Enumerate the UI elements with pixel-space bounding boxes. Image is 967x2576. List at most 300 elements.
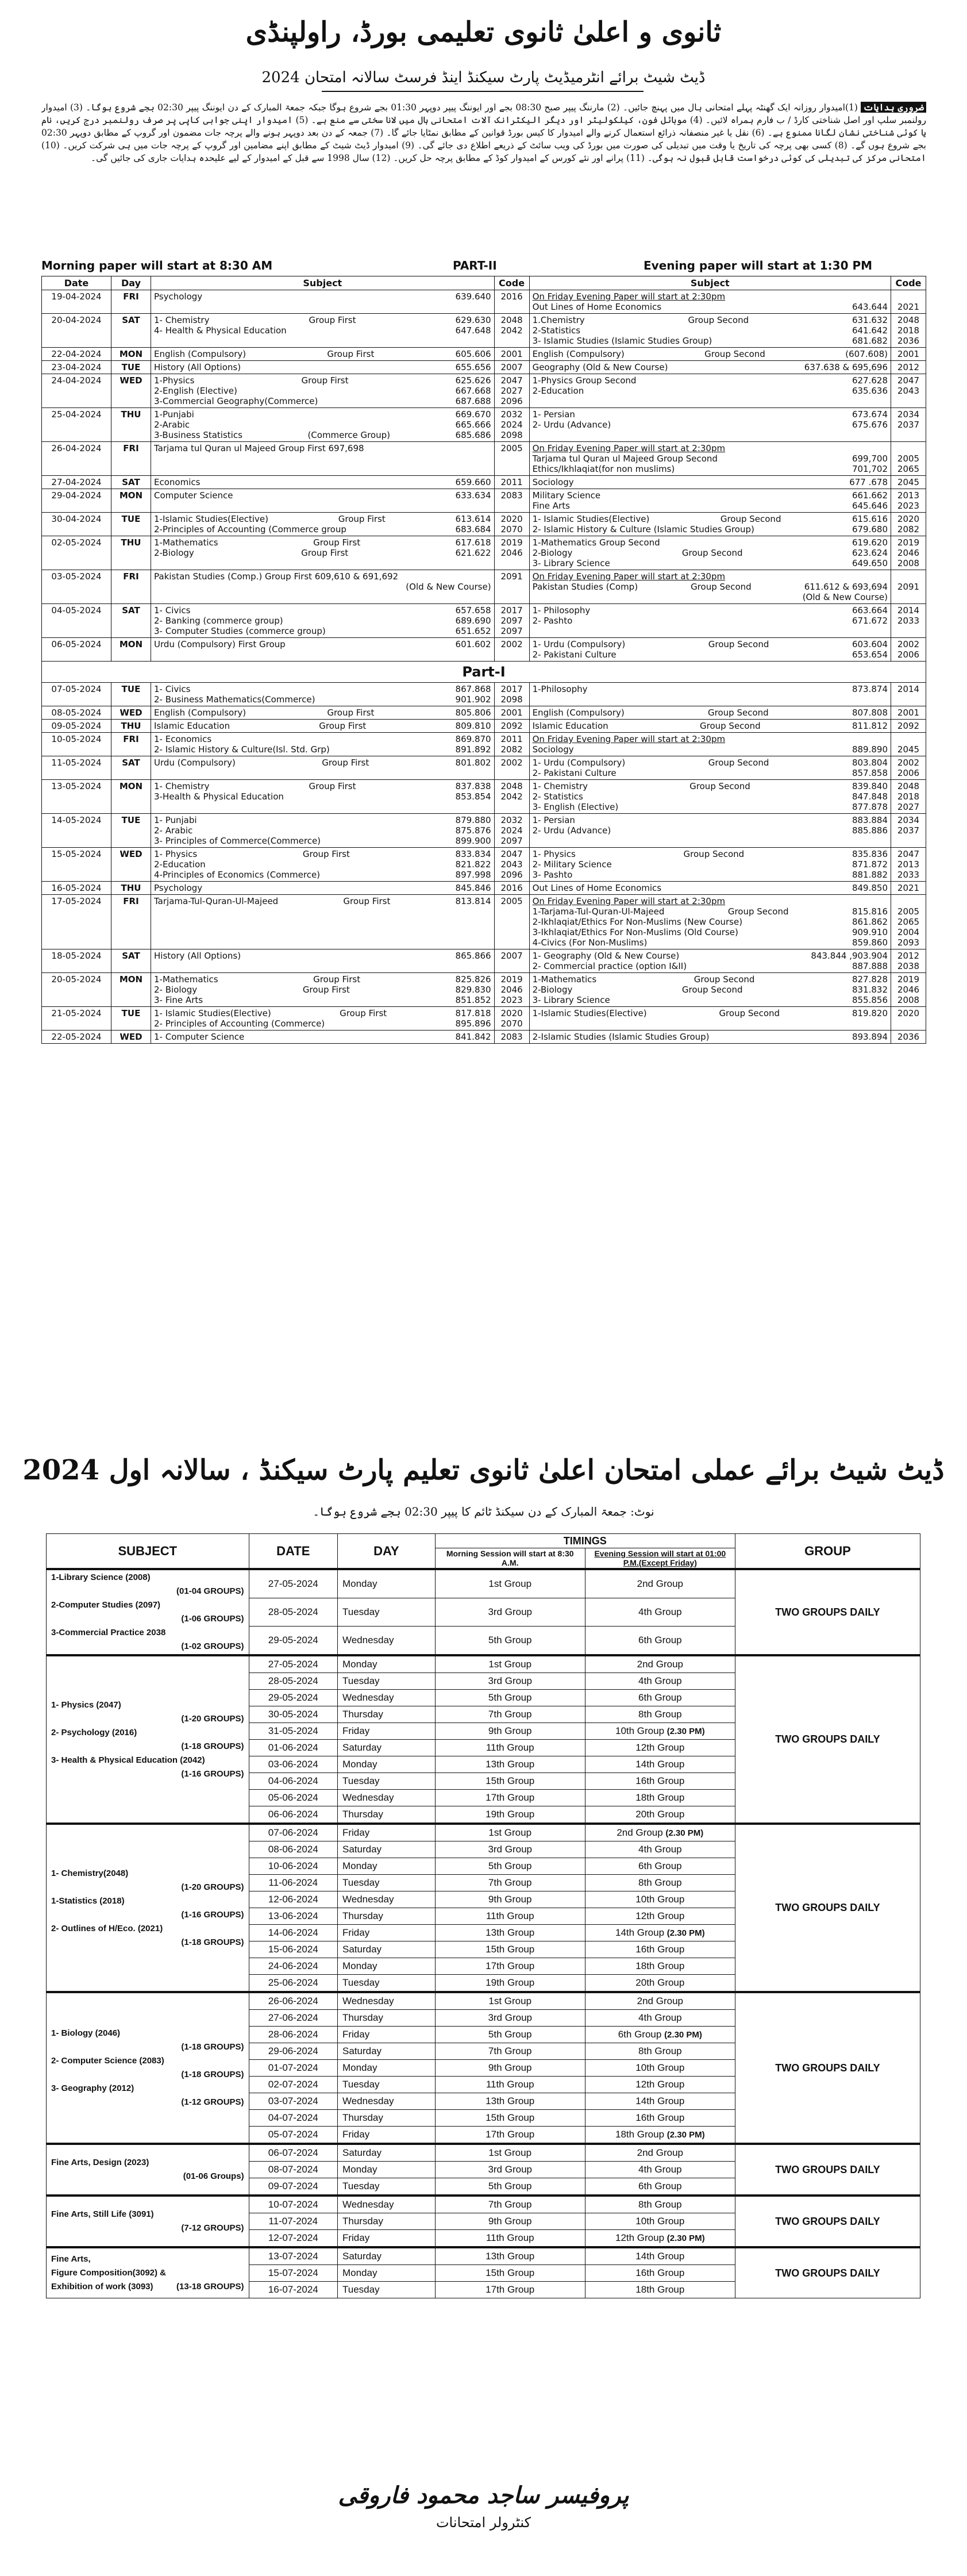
subject-name: 1- Economics (154, 734, 212, 744)
practical-group-range: (1-18 GROUPS) (181, 1741, 244, 1751)
subject-code: 2082 (500, 744, 523, 755)
subject-line (533, 548, 888, 558)
practical-date: 03-06-2024 (249, 1756, 337, 1773)
subject-line (154, 315, 491, 325)
instructions-text: (1)امیدوار روزانہ ایک گھنٹہ پہلے امتحانی ہال میں پہنچ جائیں۔ (2) مارننگ پیپر صبح 08:30 بجے اور ایوننگ پیپر دوپہر 01:30 بجے شروع ہوگا جبکہ جمعۃ المبارک کے دن ایوننگ پیپر 02:30 بجے شروع ہوگا۔ (3) امیدوار رولنمبر سلپ اور اصل شناختی کارڈ / ب فارم ہمراہ لائیں۔ (4) موبائل فون، کیلکولیٹر اور دیگر الیکٹرانک آلات امتحانی ہال میں لانا سختی سے منع ہے۔ (5) امیدوار اپنی جوابی کاپی پر صرف رولنمبر درج کریں، نام یا کوئی شناختی نشان لگانا ممنوع ہے۔ (6) نقل یا غیر منصفانہ ذرائع استعمال کرنے والے امیدوار کا کیس بورڈ قوانین کے مطابق نمٹایا جائے گا۔ (7) جمعہ کے دن بعد دوپہر ہونے والے پرچہ جات مضمون اور گروپ کے مطابق دوپہر 02:30 بجے شروع ہوں گے۔ (8) کسی بھی پرچہ کی تاریخ یا وقت میں تبدیلی کی صورت میں بورڈ کی ویب سائٹ کے ذریعے اطلاع دی جائے گی۔ (9) امیدوار ڈیٹ شیٹ کے مطابق اپنے مضامین اور گروپ کے پرچہ جات میں ہی شرکت کریں۔ (10) امتحانی مرکز کی تبدیلی کی کوئی درخواست قابل قبول نہ ہوگی۔ (11) پرانے اور نئے کورس کے امیدوار کوڈ کے مطابق پرچہ حل کریں۔ (12) سال 1998 سے قبل کے امیدوار کے لیے علیحدہ ہدایات جاری کی جائیں گی۔ (41, 102, 926, 163)
evening-group-label: 14th Group (635, 1759, 685, 1770)
subject-code: 2093 (897, 937, 920, 948)
paper-codes: 657.658 (455, 605, 491, 616)
subject-line (533, 815, 888, 825)
evening-group (585, 1569, 735, 1598)
subject-code: 2018 (897, 791, 920, 802)
practical-subject-line (51, 2068, 244, 2082)
exam-date: 30-04-2024 (42, 513, 111, 536)
practical-subject-line (51, 1881, 244, 1894)
subject-line (154, 859, 491, 870)
evening-group-label: 6th Group (638, 1692, 682, 1703)
subject-group (661, 302, 852, 312)
subject-line (154, 325, 491, 336)
practical-subject-name: 3- Geography (2012) (51, 2083, 134, 2093)
practical-subjects (47, 1655, 249, 1824)
subject-line (533, 375, 888, 386)
paper-codes: 881.882 (852, 870, 888, 880)
subject-line (533, 558, 888, 568)
evening-group (585, 2060, 735, 2077)
exam-day: MON (111, 348, 151, 361)
morning-group: 9th Group (435, 1723, 585, 1740)
subject-name: 2-Education (154, 859, 206, 870)
subject-code: 2092 (500, 721, 523, 731)
evening-codes (891, 882, 926, 895)
paper-codes: 611.612 & 693,694 (804, 582, 888, 592)
subject-group (754, 524, 852, 535)
subject-name: 1- Urdu (Compulsory) (532, 639, 626, 649)
paper-codes: 865.866 (455, 951, 491, 961)
subject-group (611, 825, 852, 836)
practical-subject-line (51, 2040, 244, 2054)
evening-group (585, 1908, 735, 1925)
subject-line (533, 490, 888, 501)
subject-group: Group Second (691, 582, 752, 592)
subject-line (533, 985, 888, 995)
practical-group-range: (1-20 GROUPS) (181, 1882, 244, 1892)
subject-code: 2018 (897, 325, 920, 336)
morning-subjects (151, 442, 495, 476)
subject-group (398, 571, 491, 582)
paper-codes: 621.622 (455, 548, 491, 558)
subject-code (894, 592, 923, 602)
subject-line (533, 639, 888, 649)
morning-codes (494, 720, 529, 733)
morning-group: 15th Group (435, 1773, 585, 1790)
subject-line (154, 708, 491, 718)
subject-group: Group Second (689, 781, 750, 791)
subject-name: 1-Mathematics Group Second (532, 537, 660, 548)
subject-line (154, 995, 491, 1005)
theory-row (42, 374, 926, 408)
exam-day: MON (111, 973, 151, 1007)
friday-time: (2.30 PM) (667, 1928, 705, 1938)
subject-code: 2002 (500, 758, 523, 768)
subject-group: Group Second (694, 974, 755, 985)
practical-date: 26-06-2024 (249, 1992, 337, 2010)
subject-group (580, 325, 852, 336)
exam-date: 18-05-2024 (42, 949, 111, 973)
morning-group: 1st Group (435, 1569, 585, 1598)
morning-codes (494, 973, 529, 1007)
morning-codes (494, 949, 529, 973)
subject-group: Group First (327, 708, 375, 718)
subject-line (154, 684, 491, 694)
practical-subject-line (51, 1908, 244, 1922)
morning-codes (494, 348, 529, 361)
subject-line (154, 616, 491, 626)
subject-name: English (Compulsory) (532, 708, 625, 718)
board-title: ثانوی و اعلیٰ ثانوی تعلیمی بورڈ، راولپنڈی (245, 16, 722, 48)
subject-code: 2004 (897, 927, 920, 937)
subject-code: 2042 (500, 325, 523, 336)
subject-group: Group Second (699, 721, 761, 731)
practical-day: Monday (337, 1569, 435, 1598)
subject-name: English (Compulsory) (154, 708, 246, 718)
practical-date: 06-06-2024 (249, 1806, 337, 1824)
subject-name: English (Compulsory) (154, 349, 246, 359)
subject-group (202, 291, 455, 302)
friday-time: (2.30 PM) (667, 2130, 705, 2140)
evening-codes (891, 290, 926, 314)
evening-codes (891, 408, 926, 442)
instructions-block (41, 101, 926, 245)
morning-codes (494, 442, 529, 476)
morning-group: 9th Group (435, 2060, 585, 2077)
practical-date: 08-07-2024 (249, 2162, 337, 2178)
subject-line (533, 961, 888, 971)
evening-group-label: 14th Group (635, 2096, 685, 2106)
subject-line (154, 825, 491, 836)
practical-subject-line (51, 1571, 244, 1585)
subject-name: 2- Urdu (Advance) (532, 825, 611, 836)
morning-subjects (151, 720, 495, 733)
practical-subject-line (51, 2221, 244, 2235)
subject-name: Sociology (532, 477, 574, 487)
evening-subjects (529, 848, 891, 882)
subject-group (588, 684, 852, 694)
morning-group: 17th Group (435, 2282, 585, 2298)
subject-group (574, 477, 850, 487)
evening-group (585, 1875, 735, 1891)
practical-subject-name: 1-Library Science (2008) (51, 1572, 151, 1582)
evening-group-label: 8th Group (638, 2199, 682, 2210)
evening-codes (891, 374, 926, 408)
morning-codes (494, 706, 529, 720)
evening-subjects (529, 814, 891, 848)
practical-day: Wednesday (337, 2093, 435, 2110)
evening-codes (891, 476, 926, 489)
subject-name: Tarjama-Tul-Quran-Ul-Majeed (154, 896, 279, 906)
evening-group-label: 4th Group (638, 2012, 682, 2023)
morning-codes (494, 476, 529, 489)
morning-codes (494, 374, 529, 408)
part-ii-label: PART-II (453, 259, 497, 272)
evening-codes (891, 489, 926, 513)
practical-day: Saturday (337, 2247, 435, 2265)
evening-group (585, 2196, 735, 2213)
practical-subject-name: Fine Arts, Still Life (3091) (51, 2209, 154, 2219)
friday-time: (2.30 PM) (667, 2233, 705, 2243)
subject-line (533, 477, 888, 487)
subject-name: On Friday Evening Paper will start at 2:30pm (532, 291, 726, 302)
practical-date: 01-06-2024 (249, 1740, 337, 1756)
subject-line (533, 1032, 888, 1042)
subject-group (241, 951, 455, 961)
subject-name: 1- Chemistry (154, 315, 210, 325)
practical-day: Monday (337, 1655, 435, 1673)
morning-subjects (151, 706, 495, 720)
paper-codes: 677 .678 (849, 477, 888, 487)
subject-code: 2002 (500, 639, 523, 649)
subject-code: 2001 (500, 349, 523, 359)
practical-group-range: (01-04 GROUPS) (176, 1586, 244, 1596)
subject-group: Group First (322, 758, 369, 768)
subject-group (710, 1032, 852, 1042)
subject-code: 2047 (500, 849, 523, 859)
evening-group (585, 1773, 735, 1790)
evening-group (585, 2265, 735, 2282)
subject-code: 2005 (500, 896, 523, 906)
subject-group (197, 815, 456, 825)
practical-date: 11-07-2024 (249, 2213, 337, 2230)
evening-group-label: 16th Group (635, 2112, 685, 2123)
col-morning-code: Code (494, 276, 529, 290)
subject-code: 2002 (897, 758, 920, 768)
practical-day: Wednesday (337, 1891, 435, 1908)
theory-row (42, 314, 926, 348)
evening-group-label: 12th Group (615, 2232, 665, 2243)
practical-group-range: (1-18 GROUPS) (181, 2070, 244, 2079)
paper-codes: 613.614 (455, 514, 491, 524)
subject-line (154, 974, 491, 985)
exam-day: SAT (111, 476, 151, 489)
subject-line (154, 1008, 491, 1018)
paper-codes: 625.626 (455, 375, 491, 386)
practical-subject-name: 2-Computer Studies (2097) (51, 1600, 161, 1610)
morning-codes (494, 638, 529, 662)
subject-line (533, 825, 888, 836)
exam-day: TUE (111, 513, 151, 536)
subject-name: On Friday Evening Paper will start at 2:30pm (532, 571, 726, 582)
subject-group (325, 1018, 455, 1029)
subject-group: Group First (313, 537, 361, 548)
subject-code: 2045 (897, 477, 920, 487)
evening-subjects (529, 706, 891, 720)
exam-date: 24-04-2024 (42, 374, 111, 408)
paper-codes: 801.802 (455, 758, 491, 768)
subject-line (533, 325, 888, 336)
subject-name: 3-Ikhlaqiat/Ethics For Non-Muslims (Old Course) (532, 927, 738, 937)
paper-codes: 901.902 (455, 694, 491, 705)
subject-code: 2048 (897, 315, 920, 325)
practical-date: 27-05-2024 (249, 1569, 337, 1598)
evening-group-label: 2nd Group (637, 1659, 683, 1670)
subject-line (154, 836, 491, 846)
subject-name: Psychology (154, 883, 203, 893)
evening-group (585, 1598, 735, 1626)
subject-line (154, 815, 491, 825)
subject-code: 2032 (500, 815, 523, 825)
evening-group-label: 12th Group (635, 1910, 685, 1921)
paper-codes: 893.894 (852, 1032, 888, 1042)
morning-codes (494, 570, 529, 604)
practical-group-range: (1-18 GROUPS) (181, 2042, 244, 2052)
practical-day: Thursday (337, 2110, 435, 2127)
morning-subjects (151, 848, 495, 882)
subject-line (154, 781, 491, 791)
subject-line (533, 409, 888, 420)
friday-note (533, 443, 888, 453)
subject-code: 2024 (500, 420, 523, 430)
theory-row (42, 536, 926, 570)
subject-name: On Friday Evening Paper will start at 2:30pm (532, 443, 726, 453)
col-group: GROUP (735, 1534, 920, 1570)
practical-title: ڈیٹ شیٹ برائے عملی امتحان اعلیٰ ثانوی تعلیم پارٹ سیکنڈ ، سالانہ اول 2024 (22, 1454, 945, 1486)
morning-subjects (151, 536, 495, 570)
evening-subjects (529, 290, 891, 314)
morning-codes (494, 683, 529, 706)
theory-row (42, 814, 926, 848)
evening-subjects (529, 780, 891, 814)
subject-name: Psychology (154, 291, 203, 302)
practical-day: Wednesday (337, 1626, 435, 1655)
evening-group-label: 12th Group (635, 2079, 685, 2090)
practical-subject-line (51, 1754, 244, 1767)
subject-line (154, 362, 491, 372)
evening-group-label: 10th Group (635, 2062, 685, 2073)
morning-group: 15th Group (435, 2110, 585, 2127)
practical-row (47, 1992, 920, 2010)
morning-codes (494, 882, 529, 895)
morning-subjects (151, 489, 495, 513)
exam-day: FRI (111, 570, 151, 604)
morning-subjects (151, 1007, 495, 1031)
paper-codes: 635.636 (852, 386, 888, 396)
morning-codes (494, 290, 529, 314)
evening-subjects (529, 756, 891, 780)
practical-day: Tuesday (337, 1598, 435, 1626)
morning-group: 3rd Group (435, 1673, 585, 1690)
paper-codes: 839.840 (852, 781, 888, 791)
subject-line (533, 791, 888, 802)
subject-group: Group Second (708, 708, 769, 718)
paper-codes: 845.846 (455, 883, 491, 893)
subject-name: 2- Islamic History & Culture(Isl. Std. Grp) (154, 744, 330, 755)
morning-group: 7th Group (435, 1875, 585, 1891)
subject-code: 2048 (897, 781, 920, 791)
exam-day: FRI (111, 895, 151, 949)
morning-group: 5th Group (435, 1690, 585, 1706)
subject-name: 3- Library Science (532, 995, 610, 1005)
practical-subject-line (51, 2156, 244, 2170)
evening-subjects (529, 1007, 891, 1031)
subject-group (600, 490, 852, 501)
col-evening-code: Code (891, 276, 926, 290)
paper-codes: 605.606 (455, 349, 491, 359)
evening-group (585, 2010, 735, 2027)
practical-date: 29-05-2024 (249, 1626, 337, 1655)
col-evening-session: Evening Session will start at 01:00 P.M.(Except Friday) (585, 1548, 735, 1570)
evening-codes (891, 895, 926, 949)
subject-group (200, 477, 455, 487)
subject-group (241, 362, 455, 372)
evening-group (585, 2043, 735, 2060)
subject-line (533, 1008, 888, 1018)
friday-note (533, 291, 888, 302)
practical-day: Wednesday (337, 1790, 435, 1806)
subject-line (154, 514, 491, 524)
practical-subject-line (51, 2096, 244, 2109)
subject-line (533, 420, 888, 430)
subject-name: 1- Philosophy (532, 605, 591, 616)
paper-codes: 685.686 (455, 430, 491, 440)
subject-name: 2-Ikhlaqiat/Ethics For Non-Muslims (New Course) (532, 917, 743, 927)
evening-group-label: 10th Group (635, 1894, 685, 1905)
theory-row (42, 706, 926, 720)
practical-group-range: (1-02 GROUPS) (181, 1641, 244, 1651)
practical-date: 28-06-2024 (249, 2027, 337, 2043)
exam-date: 10-05-2024 (42, 733, 111, 756)
col-morning-subject: Subject (151, 276, 495, 290)
subject-code: 2046 (500, 548, 523, 558)
subject-name: 2-Islamic Studies (Islamic Studies Group) (532, 1032, 710, 1042)
practical-group-range: (7-12 GROUPS) (181, 2223, 244, 2233)
paper-codes: 619.620 (852, 537, 888, 548)
subject-name: 2- Islamic History & Culture (Islamic Studies Group) (532, 524, 754, 535)
theory-row (42, 733, 926, 756)
practical-day: Tuesday (337, 2282, 435, 2298)
exam-date: 22-05-2024 (42, 1031, 111, 1044)
signature-block (0, 2482, 967, 2531)
subject-code: 2070 (500, 1018, 523, 1029)
morning-time-note: Morning paper will start at 8:30 AM (41, 259, 273, 272)
subject-name: 1-Tarjama-Tul-Quran-Ul-Majeed (532, 906, 665, 917)
paper-codes: 851.852 (455, 995, 491, 1005)
subject-group (364, 443, 491, 453)
subject-line (154, 349, 491, 359)
practical-date: 04-07-2024 (249, 2110, 337, 2127)
paper-codes: 639.640 (455, 291, 491, 302)
subject-name: Pakistan Studies (Comp.) Group First 609,610 & 691,692 (154, 571, 399, 582)
subject-code: 2016 (500, 291, 523, 302)
practical-group-range: (1-12 GROUPS) (181, 2097, 244, 2107)
subject-line (533, 758, 888, 768)
paper-codes: 627.628 (852, 375, 888, 386)
morning-codes (494, 756, 529, 780)
practical-subject-line (51, 1712, 244, 1726)
subject-name: 2-Statistics (532, 325, 581, 336)
subject-code: 2007 (500, 362, 523, 372)
subject-name: Urdu (Compulsory) First Group (154, 639, 286, 649)
subject-line (154, 849, 491, 859)
exam-date: 09-05-2024 (42, 720, 111, 733)
practical-subjects (47, 2247, 249, 2298)
paper-codes: (Old & New Course) (406, 582, 491, 592)
evening-subjects (529, 408, 891, 442)
subject-code: 2036 (897, 1032, 920, 1042)
paper-codes: 849.850 (852, 883, 888, 893)
evening-group-label: 20th Group (635, 1809, 685, 1820)
subject-name: 2- Business Mathematics(Commerce) (154, 694, 315, 705)
practical-subject-line (51, 1585, 244, 1598)
practical-subject-name: 1-Statistics (2018) (51, 1896, 125, 1906)
subject-name: Sociology (532, 744, 574, 755)
exam-day: SAT (111, 949, 151, 973)
practical-subject-name: 2- Psychology (2016) (51, 1727, 137, 1737)
paper-codes: 857.858 (852, 768, 888, 778)
practical-date: 31-05-2024 (249, 1723, 337, 1740)
subject-line (533, 995, 888, 1005)
subject-group (206, 859, 456, 870)
evening-group-label: 18th Group (635, 1792, 685, 1803)
practical-subject-line (51, 2280, 244, 2294)
theory-body (42, 290, 926, 1044)
morning-group: 13th Group (435, 1925, 585, 1941)
evening-group (585, 1891, 735, 1908)
practical-subject-line (51, 1726, 244, 1740)
practical-day: Saturday (337, 1740, 435, 1756)
subject-group (660, 537, 852, 548)
evening-subjects (529, 949, 891, 973)
subject-line (533, 605, 888, 616)
subject-group (283, 616, 456, 626)
